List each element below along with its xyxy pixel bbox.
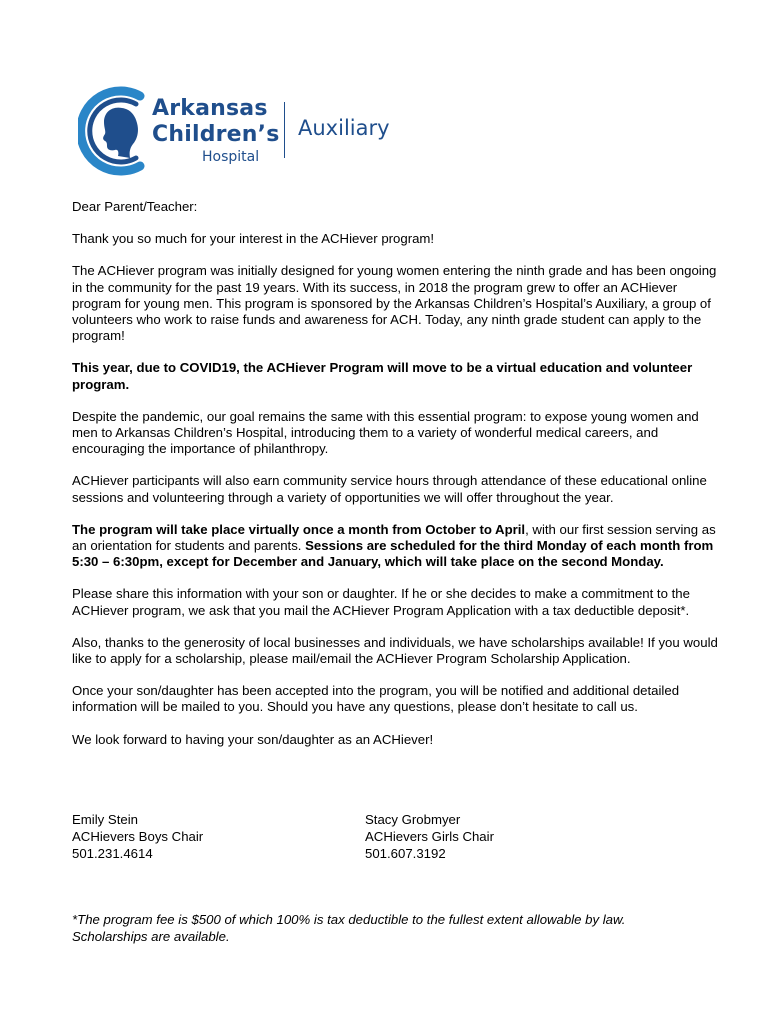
schedule-text: , with our first session serving as an orientation for students and parents. xyxy=(72,521,716,554)
hospital-logo xyxy=(78,86,408,176)
footnote-fee: *The program fee is $500 of which 100% is tax deductible to the fullest extent allowable by law. xyxy=(72,912,626,927)
paragraph-acceptance: Once your son/daughter has been accepted into the program, you will be notified and additional detailed information will be mailed to you. Should you have any questions, please don’t hesitate to call us. xyxy=(72,683,680,715)
paragraph-program-history: The ACHiever program was initially designed for young women entering the ninth grade and has been ongoing in the community for the past 19 years. With its success, in 2018 the program grew to offer an ACHiever program for young men. This program is sponsored by the Arkansas Children’s Hospital’s Auxiliary, a group of volunteers who work to raise funds and awareness for ACH. Today, any ninth grade student can apply to the program! xyxy=(72,263,717,344)
logo-text-childrens: Children’s xyxy=(152,122,280,147)
paragraph-thanks: Thank you so much for your interest in the ACHiever program! xyxy=(72,231,435,247)
paragraph-covid-notice: This year, due to COVID19, the ACHiever Program will move to be a virtual education and volunteer program. xyxy=(72,360,693,392)
logo-text-auxiliary: Auxiliary xyxy=(298,116,390,140)
letter-body xyxy=(72,199,722,748)
salutation: Dear Parent/Teacher: xyxy=(72,199,198,214)
signature-right-phone: 501.607.3192 xyxy=(365,846,446,861)
child-profile-icon xyxy=(78,86,150,176)
signature-right-name: Stacy Grobmyer xyxy=(365,812,461,827)
footnote-scholarships: Scholarships are available. xyxy=(72,929,230,944)
paragraph-closing: We look forward to having your son/daughter as an ACHiever! xyxy=(72,731,434,747)
signature-left xyxy=(72,811,203,862)
signature-right-title: ACHievers Girls Chair xyxy=(365,829,494,844)
logo-text-arkansas: Arkansas xyxy=(152,96,268,121)
paragraph-goal: Despite the pandemic, our goal remains the same with this essential program: to expose young women and men to Arkansas Children’s Hospital, introducing them to a variety of wonderful medical careers, and encouraging the importance of philanthropy. xyxy=(72,408,699,457)
signature-right xyxy=(365,811,494,862)
paragraph-schedule xyxy=(72,522,722,571)
signature-left-name: Emily Stein xyxy=(72,812,138,827)
schedule-bold-2: Sessions are scheduled for the third Monday of each month from 5:30 – 6:30pm, except for December and January, which will take place on the second Monday. xyxy=(72,538,714,570)
paragraph-scholarships: Also, thanks to the generosity of local businesses and individuals, we have scholarships available! If you would like to apply for a scholarship, please mail/email the ACHiever Program Scholarship Application. xyxy=(72,634,718,667)
paragraph-service-hours: ACHiever participants will also earn community service hours through attendance of these educational online sessions and volunteering through a variety of opportunities we will offer throughout the year. xyxy=(72,473,707,505)
signature-left-phone: 501.231.4614 xyxy=(72,846,153,861)
schedule-bold-1: The program will take place virtually once a month from October to April xyxy=(72,521,526,537)
logo-divider xyxy=(284,102,285,158)
logo-text-hospital: Hospital xyxy=(202,149,260,165)
signature-left-title: ACHievers Boys Chair xyxy=(72,829,204,844)
paragraph-share: Please share this information with your son or daughter. If he or she decides to make a commitment to the ACHiever program, we ask that you mail the ACHiever Program Application with a tax deductible deposit*. xyxy=(72,586,690,618)
footnote xyxy=(72,911,722,945)
